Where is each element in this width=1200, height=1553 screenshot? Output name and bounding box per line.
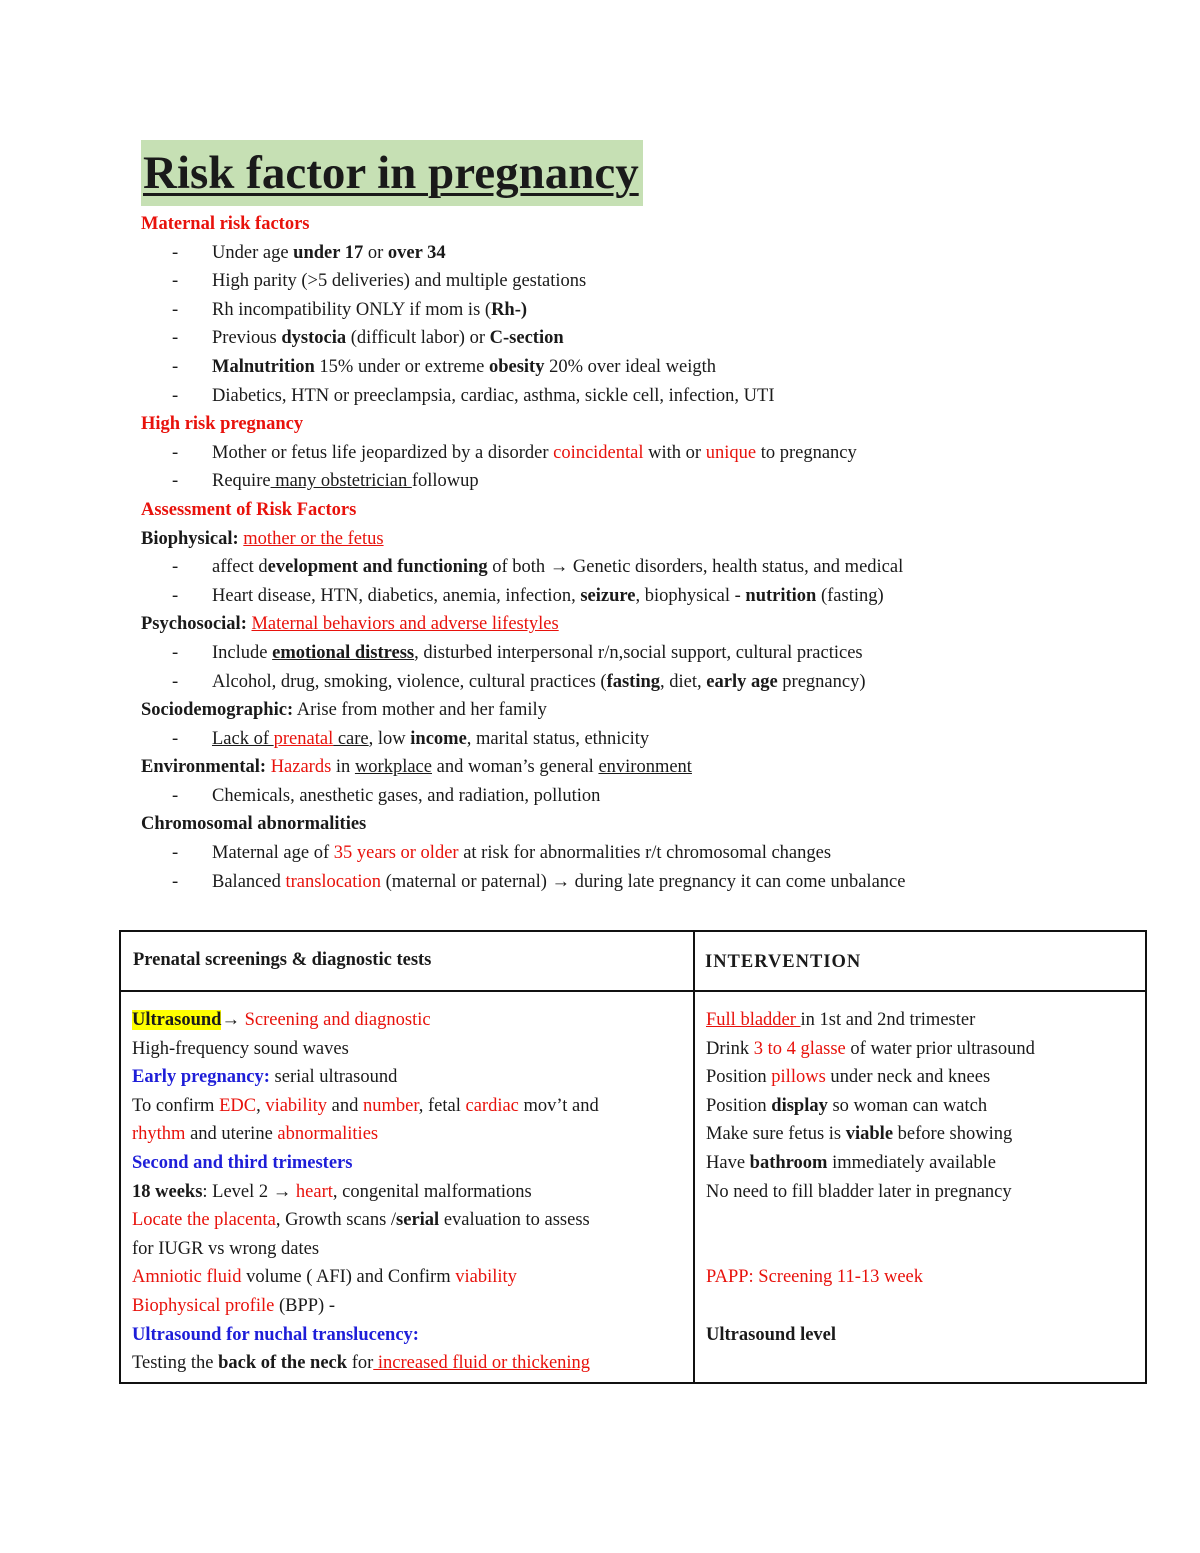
subheading-environmental: Environmental: Hazards in workplace and woman’s general environment bbox=[141, 757, 692, 778]
table-line: Ultrasound for nuchal translucency: bbox=[132, 1324, 419, 1345]
list-item: - Malnutrition 15% under or extreme obesity 20% over ideal weigth bbox=[141, 353, 1151, 382]
list-item: - Lack of prenatal care, low income, marital status, ethnicity bbox=[141, 725, 1151, 754]
table-line: Full bladder in 1st and 2nd trimester bbox=[706, 1010, 976, 1030]
list-item: - Mother or fetus life jeopardized by a disorder coincidental with or unique to pregnancy bbox=[141, 439, 1151, 468]
table-line: Ultrasound→ Screening and diagnostic bbox=[132, 1010, 431, 1030]
list-item: - Include emotional distress, disturbed interpersonal r/n,social support, cultural practices bbox=[141, 639, 1151, 668]
table-line: Position pillows under neck and knees bbox=[706, 1067, 991, 1088]
table-line: High-frequency sound waves bbox=[132, 1038, 349, 1059]
table-header-screenings: Prenatal screenings & diagnostic tests bbox=[120, 931, 694, 991]
subheading-psychosocial: Psychosocial: Maternal behaviors and adverse lifestyles bbox=[141, 614, 559, 635]
list-item: - Under age under 17 or over 34 bbox=[141, 239, 1151, 268]
list-item: - Maternal age of 35 years or older at risk for abnormalities r/t chromosomal changes bbox=[141, 839, 1151, 868]
subheading-chromosomal: Chromosomal abnormalities bbox=[141, 814, 367, 835]
list-item: - Previous dystocia (difficult labor) or C-section bbox=[141, 324, 1151, 353]
table-cell-intervention bbox=[694, 991, 1146, 1383]
table-header-intervention: INTERVENTION bbox=[694, 931, 1146, 991]
subheading-sociodemographic: Sociodemographic: Arise from mother and her family bbox=[141, 700, 547, 721]
list-item: - Rh incompatibility ONLY if mom is (Rh-) bbox=[141, 296, 1151, 325]
table-line: Ultrasound level bbox=[706, 1324, 837, 1345]
list-item: - High parity (>5 deliveries) and multiple gestations bbox=[141, 267, 1151, 296]
table-cell-screenings bbox=[120, 991, 694, 1383]
table-line: To confirm EDC, viability and number, fetal cardiac mov’t and bbox=[132, 1095, 599, 1116]
table-line: Position display so woman can watch bbox=[706, 1095, 988, 1116]
spacer bbox=[706, 1206, 1135, 1263]
spacer bbox=[706, 1292, 1135, 1321]
list-item: - Chemicals, anesthetic gases, and radiation, pollution bbox=[141, 782, 1151, 811]
table-line: No need to fill bladder later in pregnancy bbox=[706, 1181, 1012, 1202]
section-heading-high-risk: High risk pregnancy bbox=[141, 414, 304, 435]
list-item: - affect development and functioning of both → Genetic disorders, health status, and medical bbox=[141, 553, 1151, 582]
section-heading-assessment: Assessment of Risk Factors bbox=[141, 499, 357, 520]
table-line: Biophysical profile (BPP) - bbox=[132, 1295, 335, 1316]
table-line: rhythm and uterine abnormalities bbox=[132, 1124, 379, 1145]
table-line: Locate the placenta, Growth scans /serial evaluation to assess bbox=[132, 1210, 590, 1231]
list-item: - Heart disease, HTN, diabetics, anemia, infection, seizure, biophysical - nutrition (fasting) bbox=[141, 582, 1151, 611]
table-line: Drink 3 to 4 glasse of water prior ultrasound bbox=[706, 1038, 1035, 1059]
table-line: Early pregnancy: serial ultrasound bbox=[132, 1067, 398, 1088]
page-title: Risk factor in pregnancy bbox=[141, 140, 643, 206]
prenatal-table bbox=[119, 930, 1147, 1384]
table-line: for IUGR vs wrong dates bbox=[132, 1238, 320, 1259]
table-line: Second and third trimesters bbox=[132, 1152, 353, 1173]
list-item: - Balanced translocation (maternal or paternal) → during late pregnancy it can come unbalance bbox=[141, 868, 1151, 897]
table-line: Have bathroom immediately available bbox=[706, 1152, 996, 1173]
list-item: - Diabetics, HTN or preeclampsia, cardiac, asthma, sickle cell, infection, UTI bbox=[141, 382, 1151, 411]
list-item: - Require many obstetrician followup bbox=[141, 467, 1151, 496]
table-line: PAPP: Screening 11-13 week bbox=[706, 1267, 924, 1288]
list-item: - Alcohol, drug, smoking, violence, cultural practices (fasting, diet, early age pregnancy) bbox=[141, 668, 1151, 697]
main-content bbox=[141, 140, 1151, 896]
table-line: 18 weeks: Level 2 → heart, congenital malformations bbox=[132, 1181, 532, 1202]
subheading-biophysical: Biophysical: mother or the fetus bbox=[141, 528, 384, 549]
section-heading-maternal: Maternal risk factors bbox=[141, 214, 310, 234]
table-line: Amniotic fluid volume ( AFI) and Confirm viability bbox=[132, 1267, 517, 1288]
table-line: Testing the back of the neck for increased fluid or thickening bbox=[132, 1353, 591, 1374]
table-line: Make sure fetus is viable before showing bbox=[706, 1124, 1013, 1145]
